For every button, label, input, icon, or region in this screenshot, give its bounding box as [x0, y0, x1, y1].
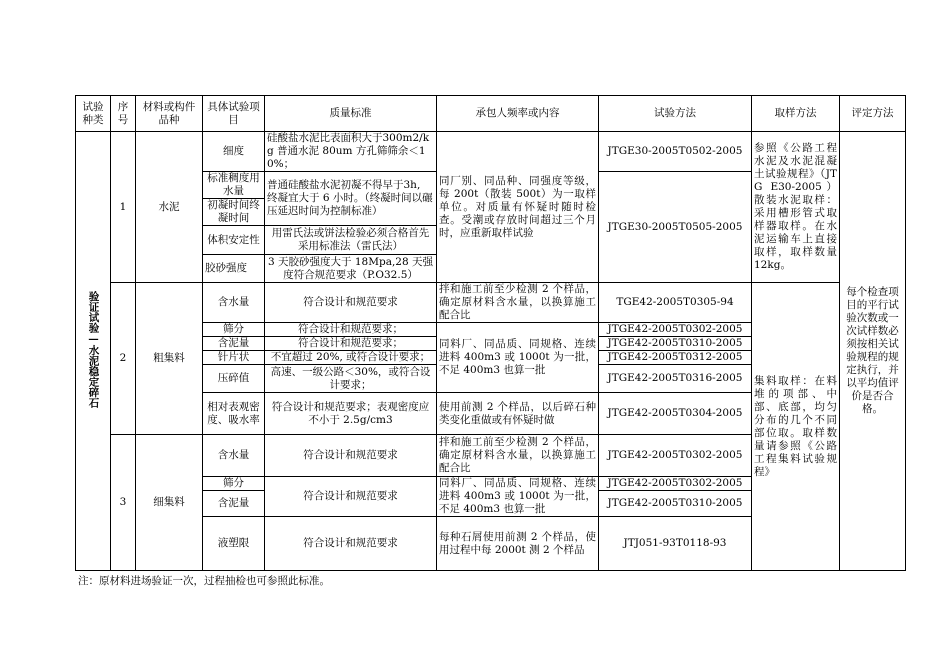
- item-cell: 含水量: [203, 283, 265, 323]
- item-cell: 含泥量: [203, 491, 265, 517]
- method-cell: JTJ051-93T0118-93: [599, 517, 752, 571]
- method-cell: JTGE42-2005T0312-2005: [599, 351, 752, 365]
- method-cell: JTGE42-2005T0302-2005: [599, 435, 752, 477]
- spec-table: [75, 95, 906, 571]
- frequency-cell: 每种石屑使用前测 2 个样品，使用过程中每 2000t 测 2 个样品: [437, 517, 599, 571]
- header-sampling: 取样方法: [752, 96, 840, 132]
- cement-sampling: 参照《公路工程水泥及水泥混凝土试验规程》（JTG E30-2005）散装水泥取样：采用槽形管式取样器取样。在水泥运输车上直接取样，取样数量 12kg。: [752, 132, 840, 283]
- header-category: 试验种类: [76, 96, 111, 132]
- item-cell: 含水量: [203, 435, 265, 477]
- standard-cell: 符合设计和规范要求；: [265, 323, 437, 337]
- fine-name: 细集料: [136, 435, 203, 571]
- item-cell: 压碎值: [203, 365, 265, 393]
- standard-cell: 高速、一级公路＜30%，或符合设计要求；: [265, 365, 437, 393]
- method-cell: JTGE30-2005T0502-2005: [599, 132, 752, 172]
- item-cell: 细度: [203, 132, 265, 172]
- category-label: 验证试验—水泥稳定碎石: [87, 290, 100, 408]
- item-cell: 相对表观密度、吸水率: [203, 393, 265, 435]
- header-row: [76, 96, 906, 132]
- item-cell: 针片状: [203, 351, 265, 365]
- evaluation-cell: 每个检查项目的平行试验次数或一次试样数必须按相关试验规程的规定执行，并以平均值评价是否合格。: [840, 132, 906, 571]
- frequency-cell: 拌和施工前至少检测 2 个样品，确定原材料含水量，以换算施工配合比: [437, 435, 599, 477]
- method-cell: JTGE42-2005T0310-2005: [599, 337, 752, 351]
- header-standard: 质量标准: [265, 96, 437, 132]
- header-material: 材料或构件品种: [136, 96, 203, 132]
- standard-cell: 普通硅酸盐水泥初凝不得早于3h, 终凝宜大于 6 小时。（终凝时间以碾压延迟时间为控制标准）: [265, 172, 437, 226]
- cement-name: 水泥: [136, 132, 203, 283]
- item-cell: 筛分: [203, 323, 265, 337]
- method-cell: JTGE42-2005T0304-2005: [599, 393, 752, 435]
- cement-no: 1: [111, 132, 136, 283]
- method-cell: JTGE42-2005T0310-2005: [599, 491, 752, 517]
- item-cell: 液塑限: [203, 517, 265, 571]
- standard-cell: 符合设计和规范要求: [265, 435, 437, 477]
- frequency-cell: 同料厂、同品质、同规格、连续进料 400m3 或 1000t 为一批，不足 400m3 也算一批: [437, 323, 599, 393]
- standard-cell: 符合设计和规范要求: [265, 517, 437, 571]
- category-cell: [76, 132, 111, 571]
- header-evaluation: 评定方法: [840, 96, 906, 132]
- method-cell: JTGE42-2005T0302-2005: [599, 323, 752, 337]
- frequency-cell: 使用前测 2 个样品，以后碎石种类变化重做或有怀疑时做: [437, 393, 599, 435]
- item-cell: 含泥量: [203, 337, 265, 351]
- item-cell: 筛分: [203, 477, 265, 491]
- header-no: 序号: [111, 96, 136, 132]
- standard-cell: 用雷氏法或饼法检验必须合格首先采用标准法（雷氏法）: [265, 226, 437, 255]
- item-cell: 初凝时间终凝时间: [203, 199, 265, 226]
- footnote: 注：原材料进场验证一次，过程抽检也可参照此标准。: [78, 575, 330, 587]
- frequency-cell: 拌和施工前至少检测 2 个样品，确定原材料含水量，以换算施工配合比: [437, 283, 599, 323]
- item-cell: 标准稠度用水量: [203, 172, 265, 199]
- method-cell: JTGE30-2005T0505-2005: [599, 172, 752, 283]
- standard-cell: 3 天胶砂强度大于 18Mpa,28 天强度符合规范要求（P.O32.5）: [265, 255, 437, 283]
- standard-cell: 不宜超过 20%, 或符合设计要求；: [265, 351, 437, 365]
- standard-cell: 符合设计和规范要求: [265, 477, 437, 517]
- fine-no: 3: [111, 435, 136, 571]
- coarse-no: 2: [111, 283, 136, 435]
- standard-cell: 符合设计和规范要求；表观密度应不小于 2.5g/cm3: [265, 393, 437, 435]
- item-cell: 胶砂强度: [203, 255, 265, 283]
- standard-cell: 符合设计和规范要求: [265, 283, 437, 323]
- item-cell: 体积安定性: [203, 226, 265, 255]
- header-method: 试验方法: [599, 96, 752, 132]
- table-row: [76, 283, 906, 323]
- header-frequency: 承包人频率或内容: [437, 96, 599, 132]
- cement-frequency: 同厂别、同品种、同强度等级，每 200t（散装 500t）为一取样单位。对质量有怀疑时随时检查。受潮或存放时间超过三个月时，应重新取样试验: [437, 132, 599, 283]
- coarse-name: 粗集料: [136, 283, 203, 435]
- method-cell: JTGE42-2005T0316-2005: [599, 365, 752, 393]
- method-cell: TGE42-2005T0305-94: [599, 283, 752, 323]
- header-item: 具体试验项目: [203, 96, 265, 132]
- standard-cell: 符合设计和规范要求；: [265, 337, 437, 351]
- table-row: [76, 132, 906, 172]
- aggregate-sampling: 集料取样：在料堆的项部、中部、底部，均匀分布的几个不同部位取。取样数量请参照《公路工程集料试验规程》: [752, 283, 840, 571]
- frequency-cell: 同料厂、同品质、同规格、连续进料 400m3 或 1000t 为一批，不足 400m3 也算一批: [437, 477, 599, 517]
- method-cell: JTGE42-2005T0302-2005: [599, 477, 752, 491]
- standard-cell: 硅酸盐水泥比表面积大于300m2/kg 普通水泥 80um 方孔筛筛余＜10%；: [265, 132, 437, 172]
